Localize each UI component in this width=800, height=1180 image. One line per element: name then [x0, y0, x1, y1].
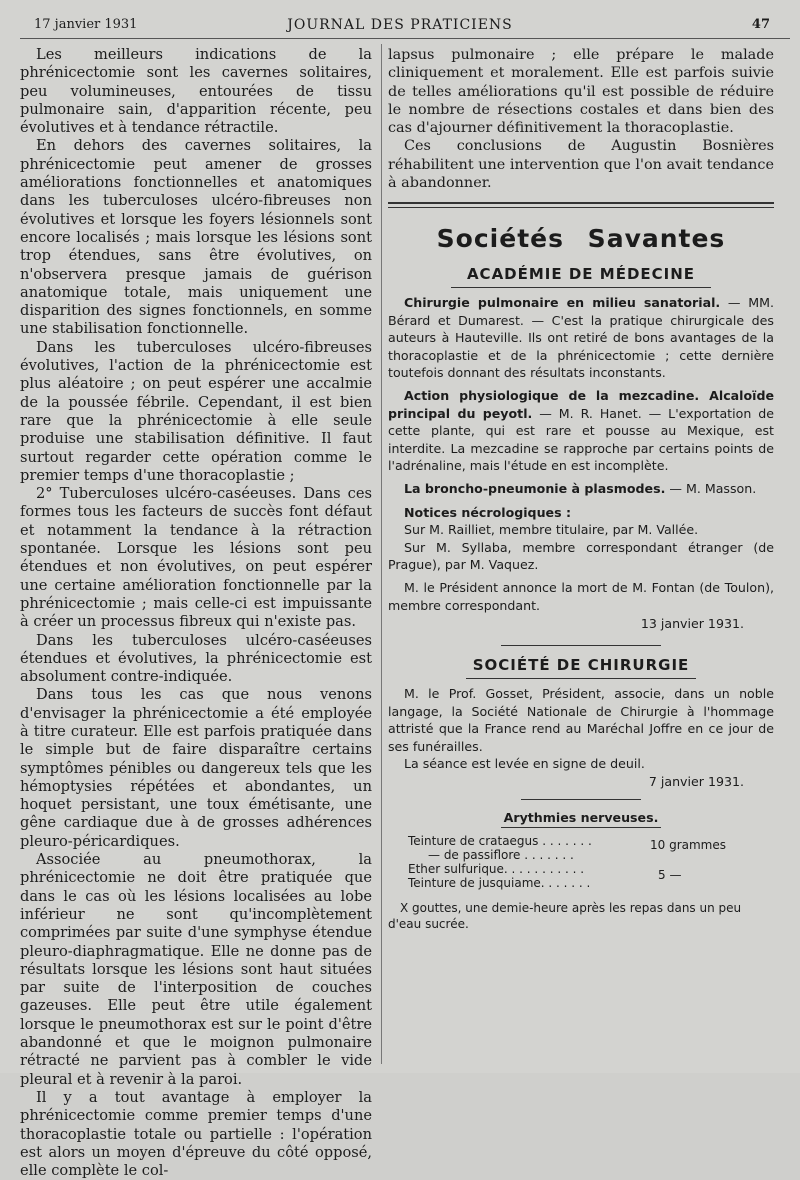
paragraph: Ces conclusions de Augustin Bosnières réhabilitent une intervention que l'on avait tendance à abandonner.	[388, 138, 774, 192]
prescription-row: — de passiflore . . . . . . .	[428, 848, 574, 863]
left-column	[20, 46, 372, 1180]
journal-title: JOURNAL DES PRATICIENS	[287, 17, 513, 33]
header-rule	[20, 38, 790, 39]
paragraph: Les meilleurs indications de la phrénicectomie sont les cavernes solitaires, peu volumineuses, entourées de tissu pulmonaire sain, d'apparition récente, peu évolutives et à tendance rétractile.	[20, 46, 372, 137]
prescription-list	[388, 834, 774, 894]
chirurgie-text: La séance est levée en signe de deuil.	[404, 755, 645, 771]
dose: 10 grammes	[650, 838, 727, 853]
president-note: M. le Président annonce la mort de M. Fontan (de Toulon), membre correspondant.	[388, 580, 774, 613]
chirurgie-title: SOCIÉTÉ DE CHIRURGIE	[472, 656, 690, 675]
item-title: Chirurgie pulmonaire en milieu sanatorial.	[404, 295, 721, 311]
paragraph: 2° Tuberculoses ulcéro-caséeuses. Dans ces formes tous les facteurs de succès font défaut et notamment la tendance à la rétraction spontanée. Lorsque les lésions sont peu étendues et non évolutives, on peut espérer une certaine amélioration fonctionnelle par la phrénicectomie ; mais celle-ci est impuissante à créer un processus fibreux qui n'existe pas.	[20, 485, 372, 631]
prescription-row: Teinture de crataegus . . . . . . .	[408, 834, 592, 849]
page-header	[0, 14, 800, 36]
paragraph: Dans tous les cas que nous venons d'envisager la phrénicectomie a été employée à titre curateur. Elle est parfois pratiquée dans le simple but de faire disparaître certains symptômes pénibles ou dangereux tels que les hémoptysies répétées et abondantes, un hoquet persistant, une toux émétisante, une gêne cardiaque due à de grosses adhérences pleuro-péricardiques.	[20, 686, 372, 850]
section-divider	[388, 202, 774, 208]
item-text: — M. R. Hanet. — L'exportation de cette plante, qui est rare et pousse au Mexique, est interdite. La mezcadine se rapproche par certains points de l'adrénaline, mais l'étude en est incomplète.	[388, 405, 774, 474]
paragraph: Il y a tout avantage à employer la phrénicectomie comme premier temps d'une thoracoplastie totale ou partielle : l'opération est alors un moyen d'épreuve du côté opposé, elle complète le col-	[20, 1088, 372, 1180]
paragraph: Dans les tuberculoses ulcéro-caséeuses étendues et évolutives, la phrénicectomie est absolument contre-indiquée.	[20, 631, 372, 686]
notice: Sur M. Railliet, membre titulaire, par M. Vallée.	[404, 522, 699, 538]
prescription-note: X gouttes, une demie-heure après les repas dans un peu d'eau sucrée.	[388, 901, 742, 932]
academie-title: ACADÉMIE DE MÉDECINE	[466, 265, 696, 284]
prescription-row: Teinture de jusquiame. . . . . . .	[408, 876, 591, 891]
paragraph: Associée au pneumothorax, la phrénicectomie ne doit être pratiquée que dans le cas où les lésions localisées au lobe inférieur ne sont qu'incomplètement comprimées par suite d'une symphyse étendue pleuro-diaphragmatique. Elle ne donne pas de résultats lorsque les lésions sont haut situées par suite de l'interposition de couches gazeuses. Elle peut être utile également lorsque le pneumothorax est sur le point d'être abandonné et que le moignon pulmonaire rétracté ne parvient pas à combler le vide pleural et à revenir à la paroi.	[20, 851, 372, 1088]
paragraph: Dans les tuberculoses ulcéro-fibreuses évolutives, l'action de la phrénicectomie est plus aléatoire ; on peut espérer une accalmie de la poussée fébrile. Cependant, il est bien rare que la phrénicectomie à elle seule produise une stabilisation définitive. Il faut surtout regarder cette opération comme le premier temps d'une thoracoplastie ;	[20, 338, 372, 484]
prescription-title: Arythmies nerveuses.	[503, 810, 659, 826]
header-date: 17 janvier 1931	[34, 17, 138, 32]
prescription-row: Ether sulfurique. . . . . . . . . . .	[408, 862, 585, 877]
dose: 5 —	[658, 868, 682, 883]
divider	[521, 799, 641, 800]
academie-item	[388, 480, 774, 497]
page-number: 47	[751, 17, 770, 32]
item-title: Action physiologique de la mezcadine. Alcaloïde principal du peyotl.	[388, 388, 774, 421]
chirurgie-date: 7 janvier 1931.	[648, 774, 744, 790]
item-text: — M. Masson.	[665, 481, 757, 497]
chirurgie-text: M. le Prof. Gosset, Président, associe, dans un noble langage, la Société Nationale de Chirurgie à l'hommage attristé que la France rend au Maréchal Joffre en ce jour de ses funérailles.	[388, 686, 774, 754]
academie-date: 13 janvier 1931.	[640, 616, 744, 632]
section-title: Sociétés Savantes	[436, 224, 726, 254]
right-column	[388, 46, 774, 944]
item-title: La broncho-pneumonie à plasmodes.	[404, 481, 666, 497]
divider	[501, 645, 661, 646]
item-text: — MM. Bérard et Dumarest. — C'est la pratique chirurgicale des auteurs à Hauteville. Ils ont retiré de bons avantages de la thoracoplastie et de la phrénicectomie ; cette dernière toutefois donnant des résultats inconstants.	[388, 295, 774, 380]
column-separator	[381, 44, 382, 1064]
academie-item	[388, 387, 774, 474]
paragraph: lapsus pulmonaire ; elle prépare le malade cliniquement et moralement. Elle est parfois suivie de telles améliorations qu'il est possible de réduire le nombre de résections costales et dans bien des cas d'ajourner définitivement la thoracoplastie.	[388, 47, 774, 137]
item-title: Notices nécrologiques :	[404, 504, 571, 520]
notice: Sur M. Syllaba, membre correspondant étranger (de Prague), par M. Vaquez.	[388, 539, 774, 573]
academie-item	[388, 294, 774, 381]
prescription-title-rule	[501, 827, 661, 828]
paragraph: En dehors des cavernes solitaires, la phrénicectomie peut amener de grosses améliorations fonctionnelles et anatomiques dans les tuberculoses ulcéro-fibreuses non évolutives et lorsque les foyers lésionnels sont encore localisés ; mais lorsque les lésions sont trop étendues, sans être évolutives, on n'observera presque jamais de guérison anatomique totale, mais uniquement une disparition des signes fonctionnels, en somme une stabilisation fonctionnelle.	[20, 137, 372, 338]
academie-item	[388, 504, 774, 521]
